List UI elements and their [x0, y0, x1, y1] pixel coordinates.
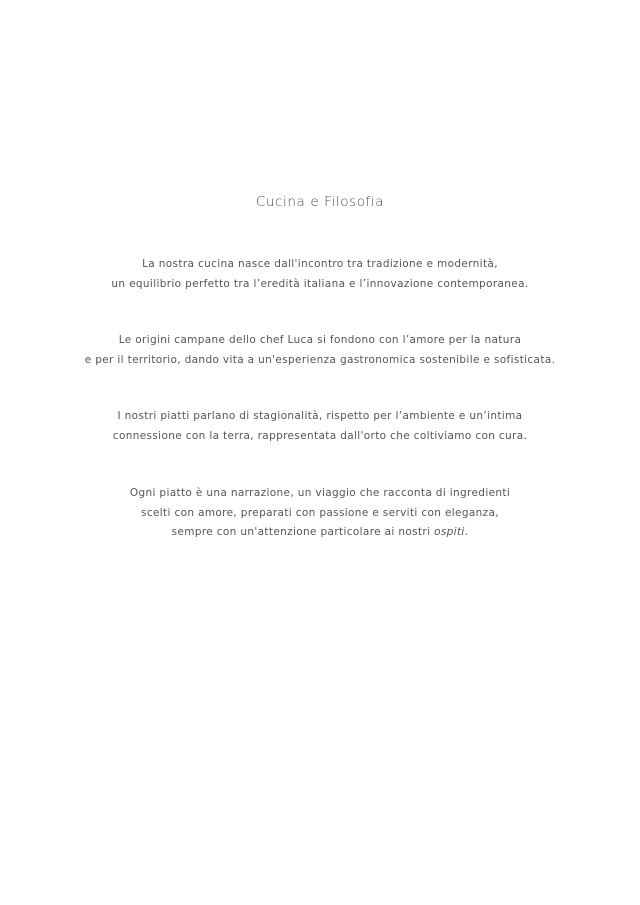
paragraph-line: I nostri piatti parlano di stagionalità, rispetto per l’ambiente e un’intima [117, 410, 523, 422]
paragraph-seasonality [0, 407, 640, 446]
paragraph-line: La nostra cucina nasce dall'incontro tra tradizione e modernità, [142, 258, 498, 270]
paragraph-narration [0, 484, 640, 543]
paragraph-origins [0, 331, 640, 370]
paragraph-line: e per il territorio, dando vita a un'esperienza gastronomica sostenibile e sofisticata. [84, 353, 556, 366]
paragraph-line-prefix: sempre con un'attenzione particolare ai nostri [171, 526, 435, 538]
paragraph-intro [0, 255, 640, 294]
paragraph-line: un equilibrio perfetto tra l’eredità italiana e l’innovazione contemporanea. [111, 277, 529, 290]
paragraph-line-final [0, 523, 640, 543]
paragraph-line-suffix: . [464, 526, 469, 538]
paragraph-line: Ogni piatto è una narrazione, un viaggio che racconta di ingredienti [129, 487, 511, 499]
paragraph-line: Le origini campane dello chef Luca si fondono con l’amore per la natura [118, 334, 522, 346]
emphasized-word: ospiti [434, 526, 465, 538]
paragraph-line: scelti con amore, preparati con passione e serviti con eleganza, [141, 506, 499, 519]
paragraph-line: connessione con la terra, rappresentata dall'orto che coltiviamo con cura. [112, 429, 528, 442]
section-title: Cucina e Filosofia [255, 194, 385, 210]
